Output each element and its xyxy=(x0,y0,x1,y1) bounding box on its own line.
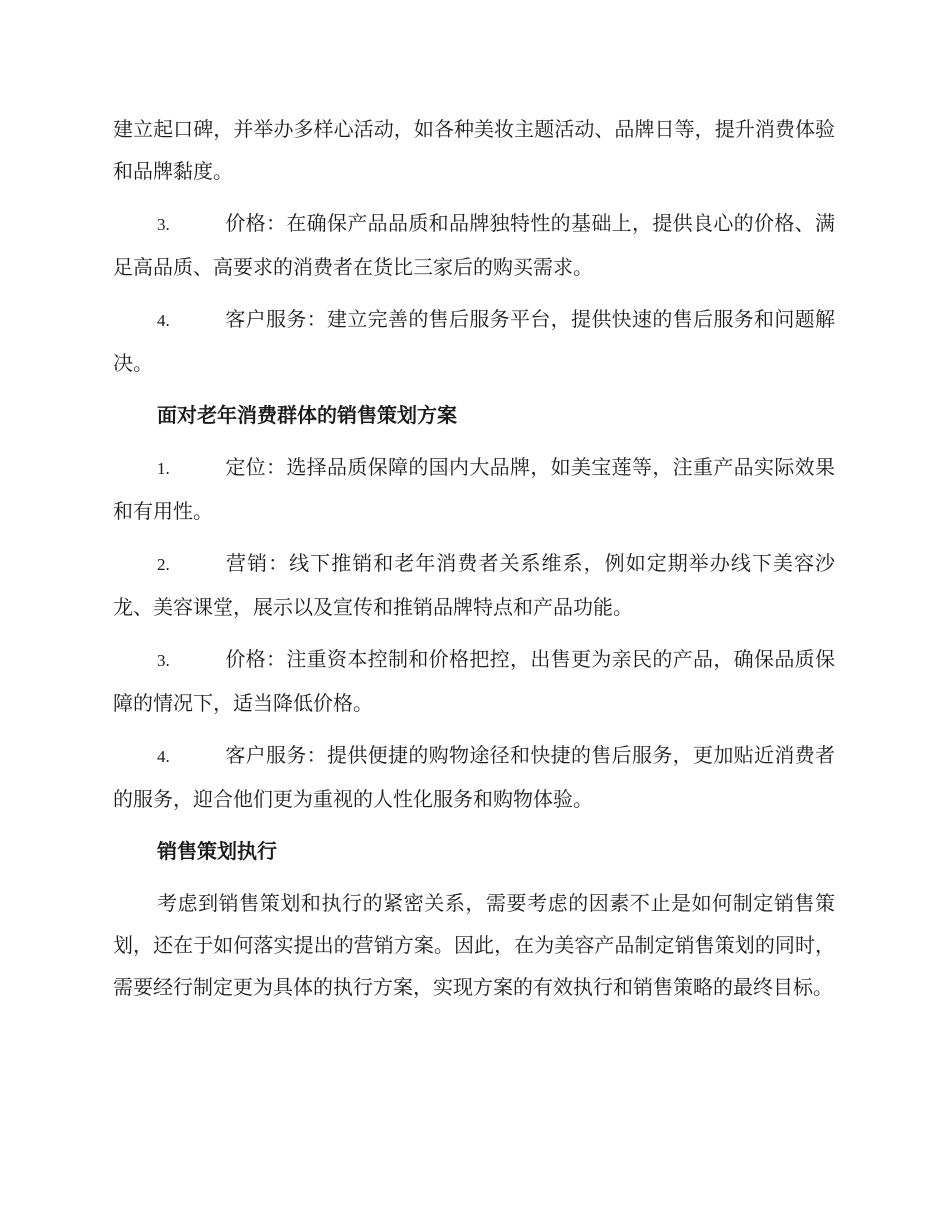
section-heading: 销售策划执行 xyxy=(157,839,277,863)
continued-paragraph: 建立起口碑，并举办多样心活动，如各种美妆主题活动、品牌日等，提升消费体验和品牌黏度。 xyxy=(113,117,835,183)
list-number: 4. xyxy=(157,311,170,330)
list-number: 3. xyxy=(157,215,170,234)
list-text: 价格：在确保产品品质和品牌独特性的基础上，提供良心的价格、满足高品质、高要求的消费者在货比三家后的购买需求。 xyxy=(113,211,835,279)
section-heading: 面对老年消费群体的销售策划方案 xyxy=(157,403,457,427)
list-item xyxy=(113,446,835,532)
list-item xyxy=(113,734,835,820)
list-item xyxy=(113,542,835,628)
list-item xyxy=(113,638,835,724)
list-text: 定位：选择品质保障的国内大品牌，如美宝莲等，注重产品实际效果和有用性。 xyxy=(113,455,835,523)
list-number: 4. xyxy=(157,747,170,766)
list-item xyxy=(113,202,835,288)
list-text: 客户服务：建立完善的售后服务平台，提供快速的售后服务和问题解决。 xyxy=(113,307,835,375)
list-text: 价格：注重资本控制和价格把控，出售更为亲民的产品，确保品质保障的情况下，适当降低价格。 xyxy=(113,647,835,715)
list-text: 客户服务：提供便捷的购物途径和快捷的售后服务，更加贴近消费者的服务，迎合他们更为重视的人性化服务和购物体验。 xyxy=(113,743,835,811)
list-number: 1. xyxy=(157,459,170,478)
list-number: 3. xyxy=(157,651,170,670)
list-item xyxy=(113,298,835,384)
list-number: 2. xyxy=(157,555,170,574)
body-paragraph: 考虑到销售策划和执行的紧密关系，需要考虑的因素不止是如何制定销售策划，还在于如何落实提出的营销方案。因此，在为美容产品制定销售策划的同时，需要经行制定更为具体的执行方案，实现方案的有效执行和销售策略的最终目标。 xyxy=(113,891,835,999)
list-text: 营销：线下推销和老年消费者关系维系，例如定期举办线下美容沙龙、美容课堂，展示以及宣传和推销品牌特点和产品功能。 xyxy=(113,551,835,619)
document-page xyxy=(113,108,835,1018)
